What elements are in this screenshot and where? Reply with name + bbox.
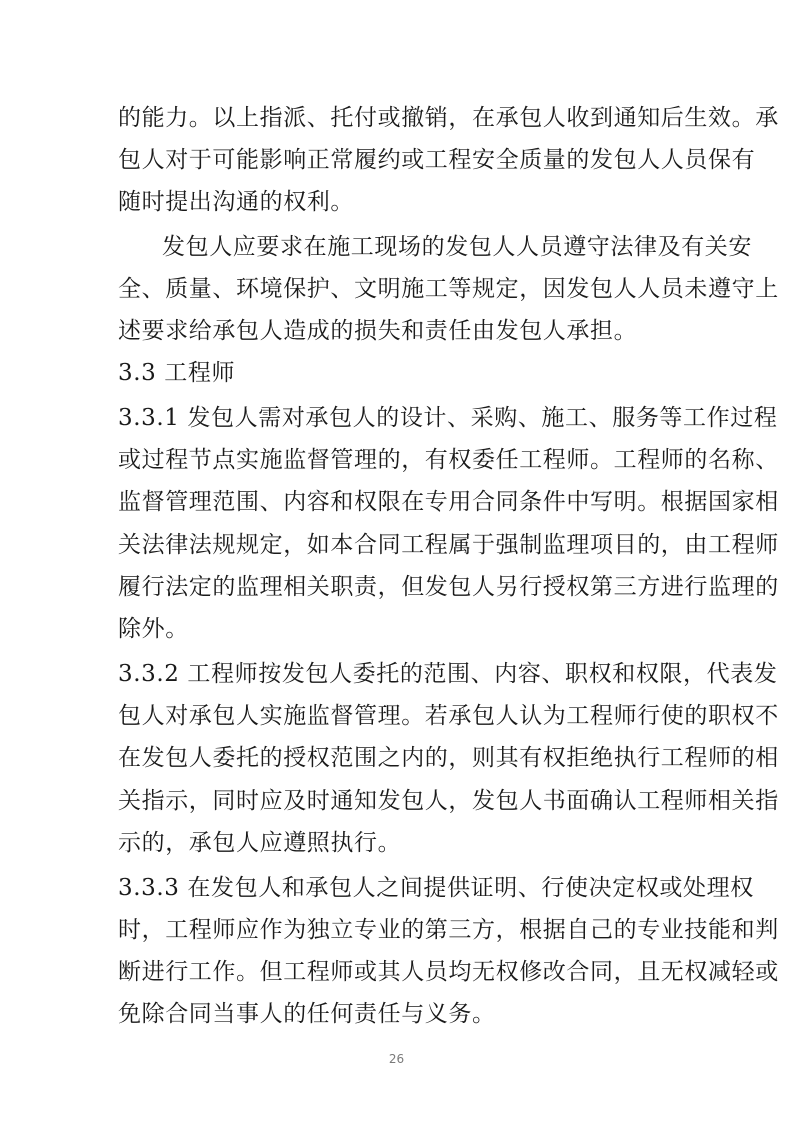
text-line: 3.3.3 在发包人和承包人之间提供证明、行使决定权或处理权 [118, 875, 754, 901]
text-line: 全、质量、环境保护、文明施工等规定，因发包人人员未遵守上 [118, 276, 779, 302]
text-line: 或过程节点实施监督管理的，有权委任工程师。工程师的名称、 [118, 447, 779, 473]
text-line: 包人对承包人实施监督管理。若承包人认为工程师行使的职权不 [118, 703, 779, 729]
section-heading: 3.3 工程师 [118, 360, 236, 386]
text-line: 3.3.1 发包人需对承包人的设计、采购、施工、服务等工作过程 [118, 405, 778, 431]
text-line: 时，工程师应作为独立专业的第三方，根据自己的专业技能和判 [118, 917, 779, 943]
text-line: 监督管理范围、内容和权限在专用合同条件中写明。根据国家相 [118, 489, 779, 515]
text-line: 履行法定的监理相关职责，但发包人另行授权第三方进行监理的 [118, 574, 779, 600]
text-line: 示的，承包人应遵照执行。 [118, 830, 402, 856]
text-line: 3.3.2 工程师按发包人委托的范围、内容、职权和权限，代表发 [118, 661, 778, 687]
page-number: 26 [388, 1052, 405, 1066]
text-line: 发包人应要求在施工现场的发包人人员遵守法律及有关安 [162, 234, 752, 260]
text-line: 述要求给承包人造成的损失和责任由发包人承担。 [118, 318, 638, 344]
text-line: 随时提出沟通的权利。 [118, 189, 354, 215]
text-line: 关指示，同时应及时通知发包人，发包人书面确认工程师相关指 [118, 788, 779, 814]
text-line: 在发包人委托的授权范围之内的，则其有权拒绝执行工程师的相 [118, 745, 779, 771]
text-line: 关法律法规规定，如本合同工程属于强制监理项目的，由工程师 [118, 532, 779, 558]
text-line: 的能力。以上指派、托付或撤销，在承包人收到通知后生效。承 [118, 105, 779, 131]
text-line: 包人对于可能影响正常履约或工程安全质量的发包人人员保有 [118, 147, 756, 173]
text-line: 除外。 [118, 616, 189, 642]
text-line: 断进行工作。但工程师或其人员均无权修改合同，且无权减轻或 [118, 959, 779, 985]
text-line: 免除合同当事人的任何责任与义务。 [118, 1001, 496, 1027]
